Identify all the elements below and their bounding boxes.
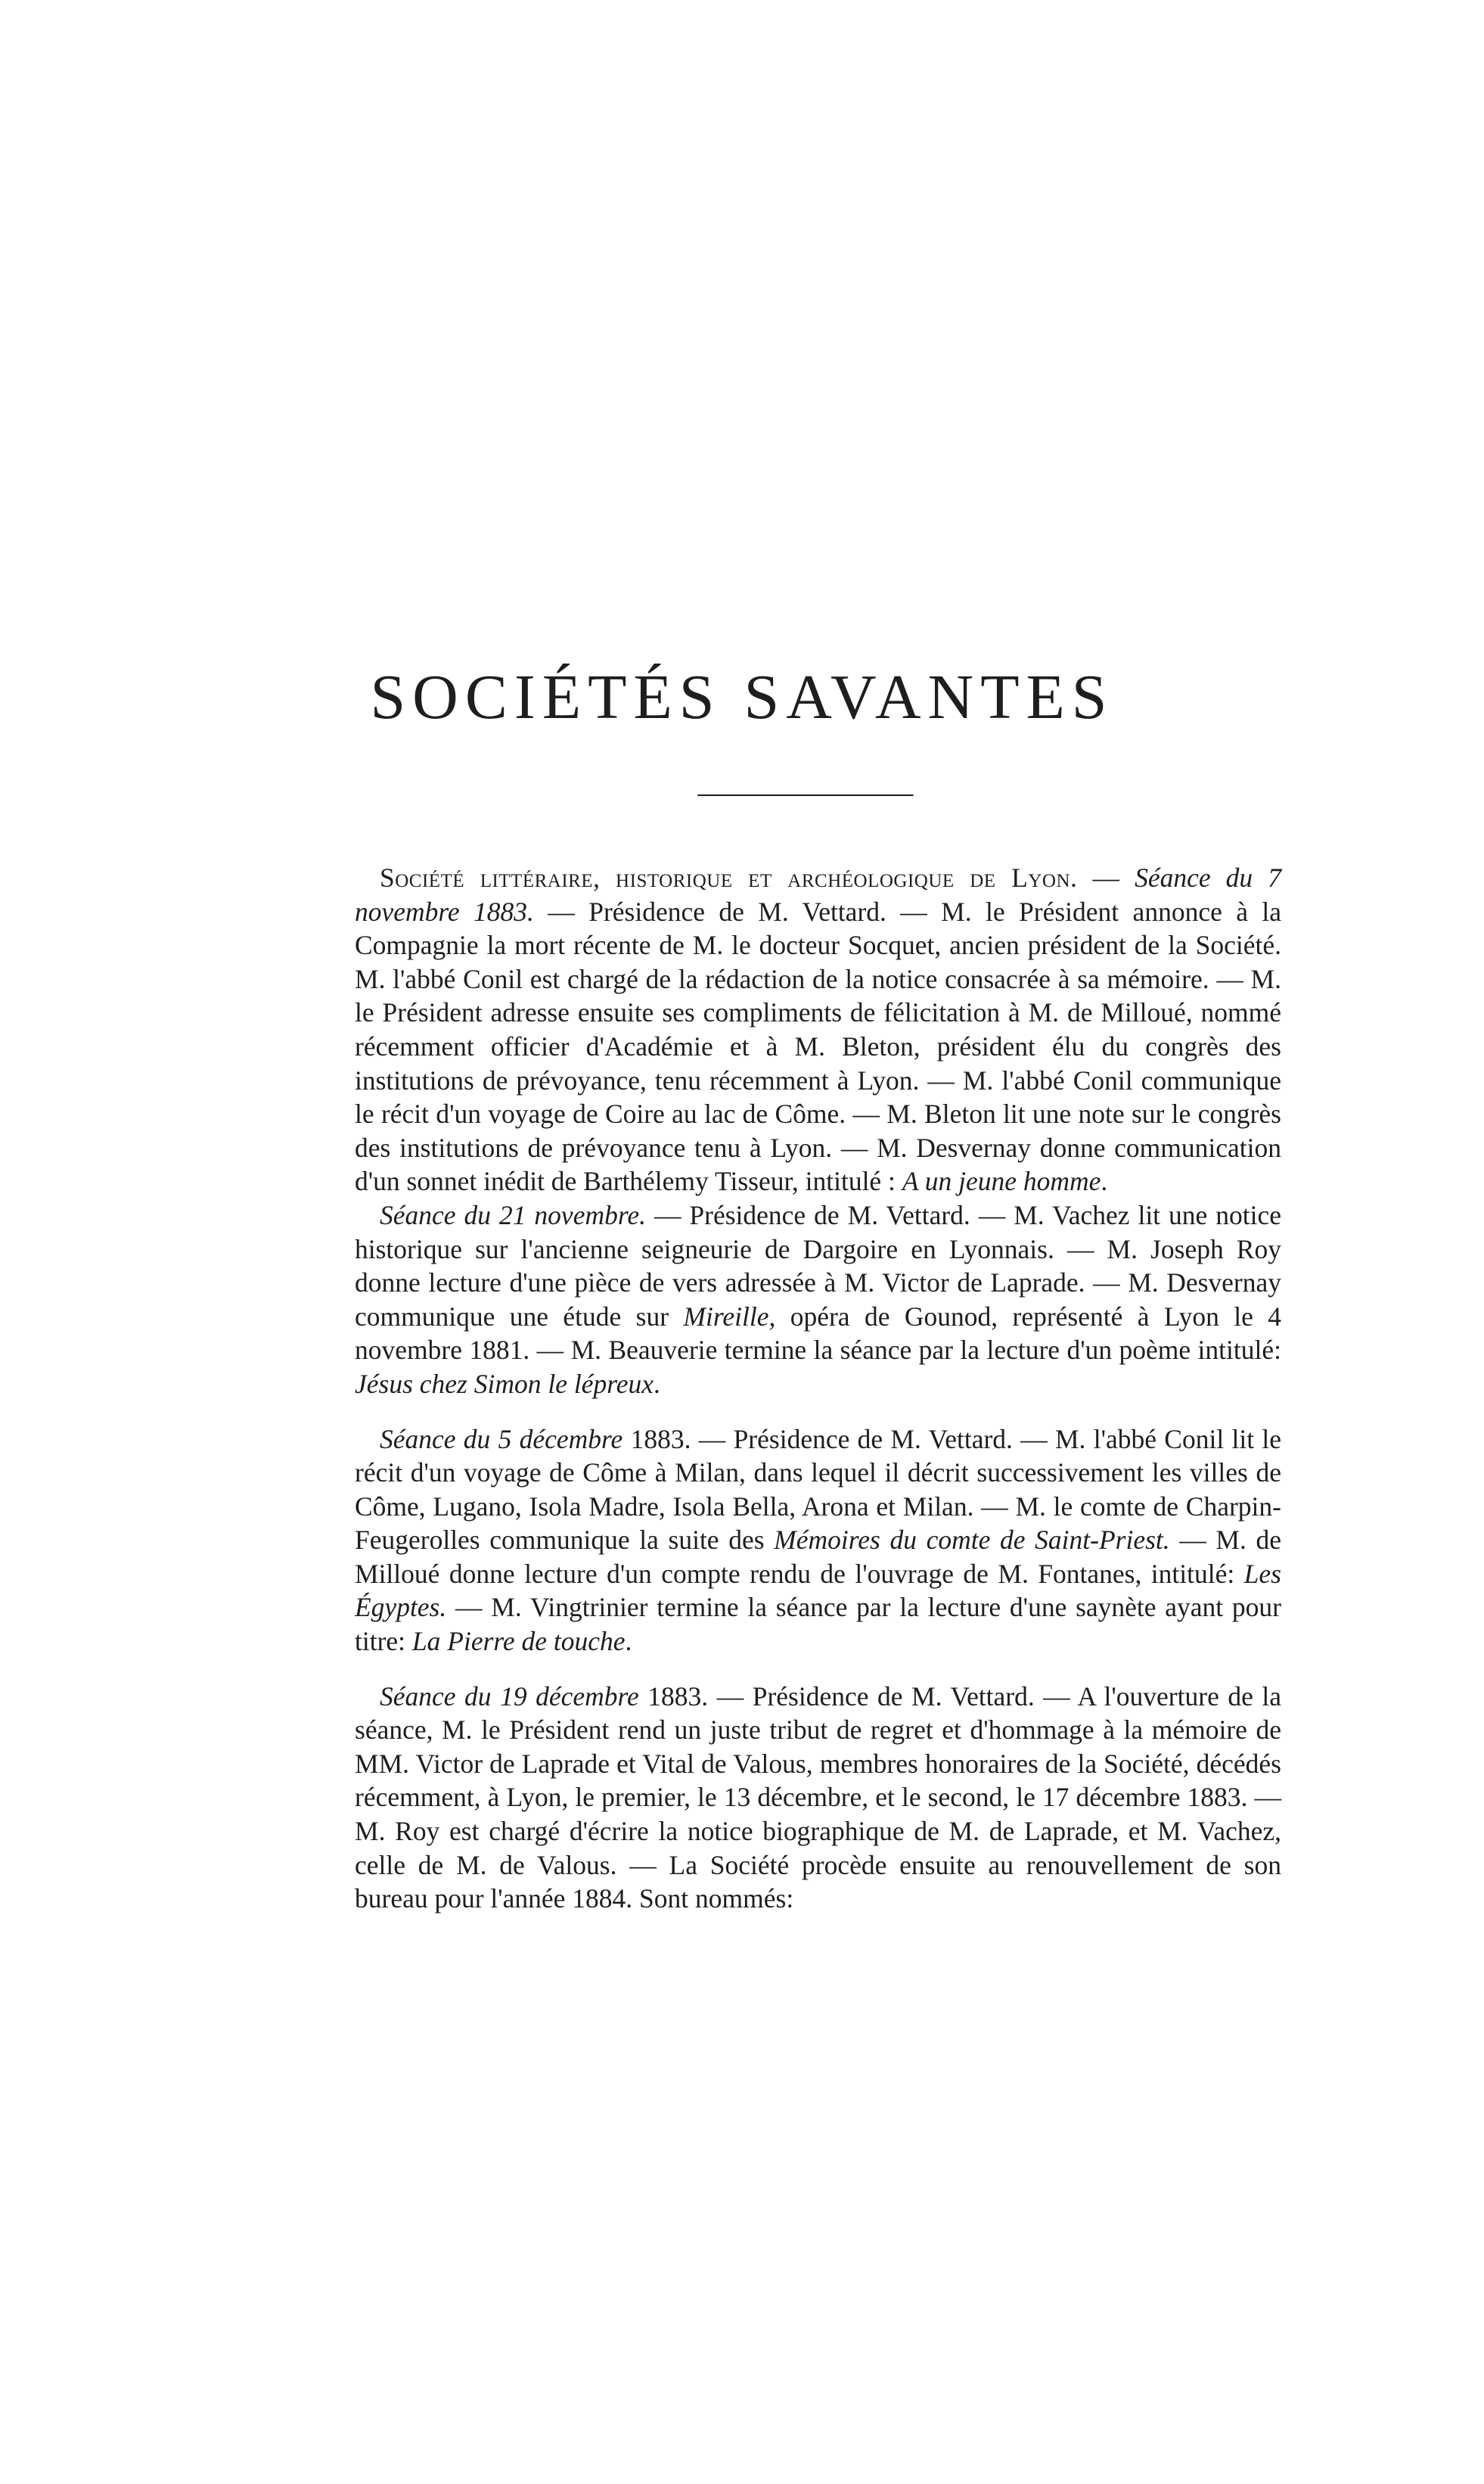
text-fragment: —: [1077, 863, 1135, 893]
session-paragraph-2: [355, 1198, 1281, 1401]
text-fragment: .: [1101, 1166, 1108, 1197]
session-date-5-decembre: Séance du 5 décembre: [380, 1423, 623, 1454]
text-fragment: 1883. — Présidence de M. Vettard. — A l'ouverture de la séance, M. le Président rend un juste tribut de regret et d'hommage à la mémoire de MM. Victor de Laprade et Vital de Valous, membres honoraires de la Société, décédés récemment, à Lyon, le premier, le 13 décembre, et le second, le 17 décembre 1883. — M. Roy est chargé d'écrire la notice biographique de M. de Laprade, et M. Vachez, celle de M. de Valous. — La Société procède ensuite au renouvellement de son bureau pour l'année 1884. Sont nommés:: [355, 1680, 1281, 1914]
work-title: La Pierre de touche: [411, 1626, 626, 1657]
session-date-7-novembre: Séance du 7 novembre 1883.: [355, 863, 1281, 927]
text-fragment: opéra de Gounod, représenté à Lyon le 4 novembre 1881. — M. Beauverie termine la séance par la lecture d'un poème intitulé:: [355, 1301, 1281, 1366]
work-title: Jésus chez Simon le lépreux: [355, 1368, 654, 1399]
page-title: SOCIÉTÉS SAVANTES: [370, 662, 1114, 732]
session-paragraph-1: [355, 861, 1281, 1198]
text-fragment: .: [625, 1626, 632, 1657]
text-fragment: — M. Vingtrinier termine la séance par la lecture d'une saynète ayant pour titre:: [355, 1592, 1281, 1657]
title-rule: [697, 794, 914, 797]
text-fragment: 1883. — Présidence de M. Vettard. — M. l'abbé Conil lit le récit d'un voyage de Côme à Milan, dans lequel il décrit successivement les villes de Côme, Lugano, Isola Madre, Isola Bella, Arona et Milan. — M. le comte de Charpin-Feugerolles communique la suite des: [355, 1423, 1281, 1556]
work-title: A un jeune homme: [902, 1166, 1101, 1197]
work-title: Mémoires du comte de Saint-Priest.: [774, 1525, 1170, 1556]
session-paragraph-4: [355, 1680, 1281, 1916]
work-title: Mireille,: [683, 1301, 776, 1332]
text-fragment: — Présidence de M. Vettard. — M. Vachez lit une notice historique sur l'ancienne seigneurie de Dargoire en Lyonnais. — M. Joseph Roy donne lecture d'une pièce de vers adressée à M. Victor de Laprade. — M. Desvernay communique une étude sur: [355, 1199, 1281, 1332]
text-fragment: — Présidence de M. Vettard. — M. le Président annonce à la Compagnie la mort récente de M. le docteur Socquet, ancien président de la Société. M. l'abbé Conil est chargé de la rédaction de la notice consacrée à sa mémoire. — M. le Président adresse ensuite ses compliments de félicitation à M. de Milloué, nommé récemment officier d'Académie et à M. Bleton, président élu du congrès des institutions de prévoyance, tenu récemment à Lyon. — M. l'abbé Conil communique le récit d'un voyage de Coire au lac de Côme. — M. Bleton lit une note sur le congrès des institutions de prévoyance tenu à Lyon. — M. Desvernay donne communication d'un sonnet inédit de Barthélemy Tisseur, intitulé :: [355, 896, 1282, 1197]
article-body: [355, 861, 1281, 1916]
text-fragment: .: [653, 1368, 660, 1399]
session-date-19-decembre: Séance du 19 décembre: [380, 1680, 639, 1711]
work-title: Les Égyptes.: [355, 1558, 1281, 1623]
text-fragment: — M. de Milloué donne lecture d'un compte rendu de l'ouvrage de M. Fontanes, intitulé:: [355, 1525, 1281, 1589]
session-paragraph-3: [355, 1422, 1281, 1659]
session-date-21-novembre: Séance du 21 novembre.: [380, 1199, 646, 1230]
society-name: Société littéraire, historique et archéologique de Lyon.: [380, 863, 1078, 893]
